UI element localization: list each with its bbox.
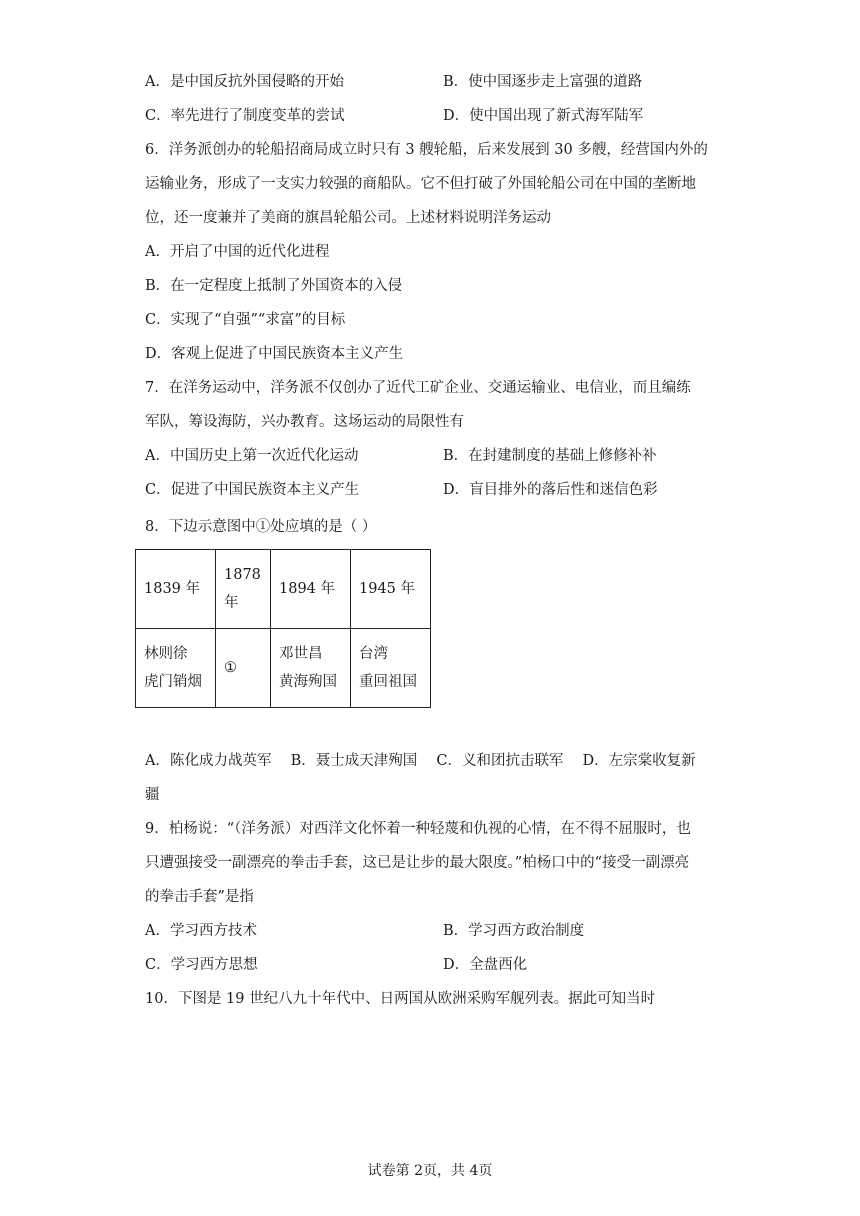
q7-option-c: C．促进了中国民族资本主义产生	[145, 482, 360, 498]
q6-option-c: C．实现了“自强”“求富”的目标	[145, 312, 346, 328]
q9-option-c: C．学习西方思想	[145, 957, 258, 973]
q9-stem-line-2: 只遭强接受一副漂亮的拳击手套，这已是让步的最大限度。”柏杨口中的“接受一副漂亮	[145, 855, 690, 871]
q9-option-b: B．学习西方政治制度	[443, 923, 585, 939]
q6-option-b: B．在一定程度上抵制了外国资本的入侵	[145, 278, 403, 294]
q7-option-a: A．中国历史上第一次近代化运动	[145, 448, 359, 464]
timeline-year-cell	[136, 550, 216, 629]
q8-stem: 8．下边示意图中①处应填的是（ ）	[145, 519, 377, 535]
q8-options-wrap: 疆	[145, 787, 160, 803]
q5-option-b: B．使中国逐步走上富强的道路	[443, 74, 643, 90]
timeline-blank-marker: ①	[224, 660, 237, 676]
timeline-events-row	[136, 629, 431, 708]
q9-option-d: D．全盘西化	[443, 957, 528, 973]
q6-stem-line-2: 运输业务，形成了一支实力较强的商船队。它不但打破了外国轮船公司在中国的垄断地	[145, 176, 696, 192]
timeline-year: 1878	[224, 567, 261, 583]
timeline-year-cell	[271, 550, 351, 629]
timeline-year: 1839 年	[144, 581, 201, 597]
q10-stem: 10．下图是 19 世纪八九十年代中、日两国从欧洲采购军舰列表。据此可知当时	[145, 991, 656, 1007]
page-footer: 试卷第 2页，共 4页	[367, 1163, 493, 1179]
q8-options: A．陈化成力战英军 B．聂士成天津殉国 C．义和团抗击联军 D．左宗棠收复新	[145, 753, 696, 769]
q6-stem-line-3: 位，还一度兼并了美商的旗昌轮船公司。上述材料说明洋务运动	[145, 210, 551, 226]
q9-stem-line-3: 的拳击手套”是指	[145, 889, 254, 905]
timeline-event-cell	[216, 629, 271, 708]
timeline-event-cell	[271, 629, 351, 708]
timeline-year: 1894 年	[279, 581, 336, 597]
timeline-table	[135, 549, 431, 708]
timeline-event-cell	[351, 629, 431, 708]
timeline-event-line: 重回祖国	[359, 674, 417, 690]
q6-option-a: A．开启了中国的近代化进程	[145, 244, 330, 260]
timeline-year-unit: 年	[224, 595, 239, 611]
q9-option-a: A．学习西方技术	[145, 923, 257, 939]
timeline-event-line: 邓世昌	[279, 646, 323, 662]
timeline-year-cell	[351, 550, 431, 629]
q7-option-b: B．在封建制度的基础上修修补补	[443, 448, 657, 464]
timeline-event-line: 林则徐	[144, 646, 188, 662]
timeline-year: 1945 年	[359, 581, 416, 597]
q9-stem-line-1: 9．柏杨说：“（洋务派）对西洋文化怀着一种轻蔑和仇视的心情，在不得不屈服时，也	[145, 821, 691, 837]
timeline-event-line: 虎门销烟	[144, 674, 202, 690]
q6-stem-line-1: 6．洋务派创办的轮船招商局成立时只有 3 艘轮船，后来发展到 30 多艘，经营国内外的	[145, 142, 708, 158]
timeline-year-cell	[216, 550, 271, 629]
timeline-event-line: 台湾	[359, 646, 388, 662]
q7-stem-line-1: 7．在洋务运动中，洋务派不仅创办了近代工矿企业、交通运输业、电信业，而且编练	[145, 380, 691, 396]
timeline-event-line: 黄海殉国	[279, 674, 337, 690]
q7-option-d: D．盲目排外的落后性和迷信色彩	[443, 482, 658, 498]
q5-option-c: C．率先进行了制度变革的尝试	[145, 108, 345, 124]
q5-option-a: A．是中国反抗外国侵略的开始	[145, 74, 344, 90]
timeline-event-cell	[136, 629, 216, 708]
q7-stem-line-2: 军队，筹设海防，兴办教育。这场运动的局限性有	[145, 414, 464, 430]
timeline-years-row	[136, 550, 431, 629]
q5-option-d: D．使中国出现了新式海军陆军	[443, 108, 644, 124]
q6-option-d: D．客观上促进了中国民族资本主义产生	[145, 346, 404, 362]
